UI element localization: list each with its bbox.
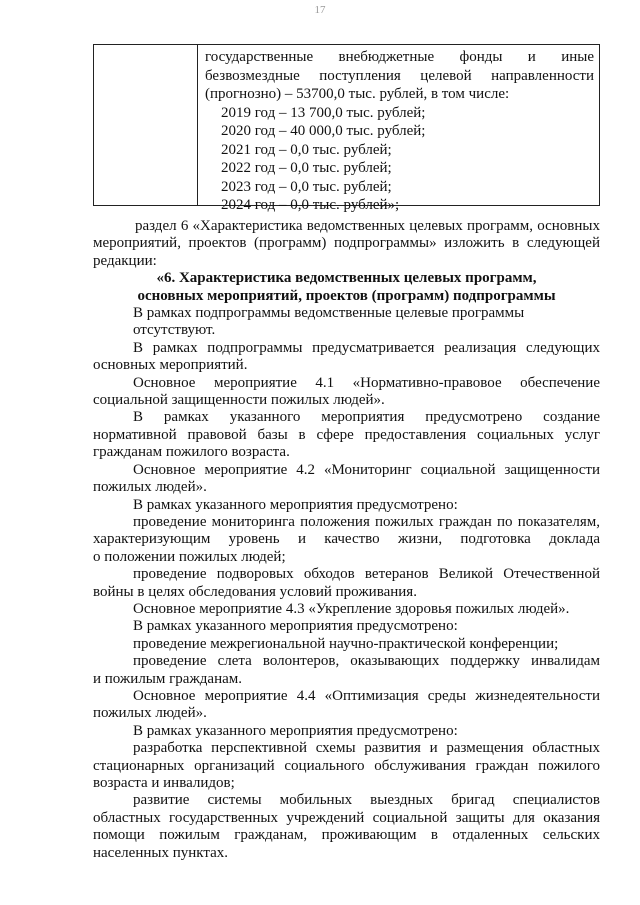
list-item: проведение слета волонтеров, оказывающих поддержку инвалидам [133,653,600,670]
intro-line: раздел 6 «Характеристика ведомственных целевых программ, основных [135,218,600,234]
measure-title: Основное мероприятие 4.3 «Укрепление здоровья пожилых людей». [133,600,570,617]
list-item: стационарных организаций социального обслуживания граждан пожилого [93,757,600,774]
funding-line-year: 2019 год – 13 700,0 тыс. рублей; [221,104,426,121]
funding-line-year: 2024 год – 0,0 тыс. рублей»; [221,197,400,213]
intro-line: мероприятий, проектов (программ) подпрограммы» изложить в следующей [93,235,600,252]
intro-line: редакции: [93,252,157,269]
paragraph-line: нормативной правовой базы в сфере предоставления социальных услуг [93,426,600,443]
funding-line: государственные внебюджетные фонды и иные [205,49,594,65]
measure-title: Основное мероприятие 4.2 «Мониторинг социальной защищенности [133,461,600,478]
list-item: помощи пожилым гражданам, проживающим в отдаленных сельских [93,827,600,844]
list-item: войны в целях обследования условий проживания. [93,583,417,600]
list-item: проведение межрегиональной научно-практической конференции; [133,635,559,652]
list-item: и пожилым гражданам. [93,670,243,687]
funding-line-year: 2021 год – 0,0 тыс. рублей; [221,141,392,158]
funding-line: (прогнозно) – 53700,0 тыс. рублей, в том числе: [205,86,510,102]
measure-title: пожилых людей». [93,479,207,496]
measure-title: Основное мероприятие 4.1 «Нормативно-правовое обеспечение [133,374,600,391]
page-number: 17 [314,4,326,16]
document-body [93,218,600,862]
measure-title: пожилых людей». [93,705,207,722]
list-item: населенных пунктах. [93,844,228,861]
funding-table-label-cell [94,45,198,205]
paragraph-line: В рамках указанного мероприятия предусмотрено: [133,618,458,635]
paragraph-line: основных мероприятий. [93,357,248,374]
paragraph-line: В рамках подпрограммы предусматривается реализация следующих [133,339,600,356]
funding-line-year: 2022 год – 0,0 тыс. рублей; [221,160,392,176]
section-heading: «6. Характеристика ведомственных целевых программ, [156,270,537,287]
funding-line-year: 2020 год – 40 000,0 тыс. рублей; [221,123,426,139]
funding-line-year: 2023 год – 0,0 тыс. рублей; [221,178,392,195]
list-item: возраста и инвалидов; [93,775,235,791]
list-item: областных государственных учреждений социальной защиты для оказания [93,809,600,826]
paragraph-line: В рамках указанного мероприятия предусмотрено: [133,496,458,513]
list-item: проведение подворовых обходов ветеранов Великой Отечественной [133,566,600,583]
measure-title: Основное мероприятие 4.4 «Оптимизация среды жизнедеятельности [133,687,600,704]
list-item: характеризующим уровень и качество жизни, подготовка доклада [93,531,600,548]
paragraph-line: В рамках подпрограммы ведомственные целевые программы отсутствуют. [133,305,525,339]
list-item: развитие системы мобильных выездных бригад специалистов [133,792,600,809]
paragraph-line: В рамках указанного мероприятия предусмотрено создание [133,409,600,426]
list-item: о положении пожилых людей; [93,548,286,565]
list-item: проведение мониторинга положения пожилых граждан по показателям, [133,513,600,530]
funding-line: безвозмездные поступления целевой направленности [205,67,594,84]
funding-table [93,44,600,213]
paragraph-line: В рамках указанного мероприятия предусмотрено: [133,722,458,739]
measure-title: социальной защищенности пожилых людей». [93,392,385,409]
paragraph-line: гражданам пожилого возраста. [93,444,290,461]
section-heading: основных мероприятий, проектов (программ) подпрограммы [137,287,556,304]
list-item: разработка перспективной схемы развития и размещения областных [133,740,600,757]
funding-table-value-cell [205,48,594,215]
